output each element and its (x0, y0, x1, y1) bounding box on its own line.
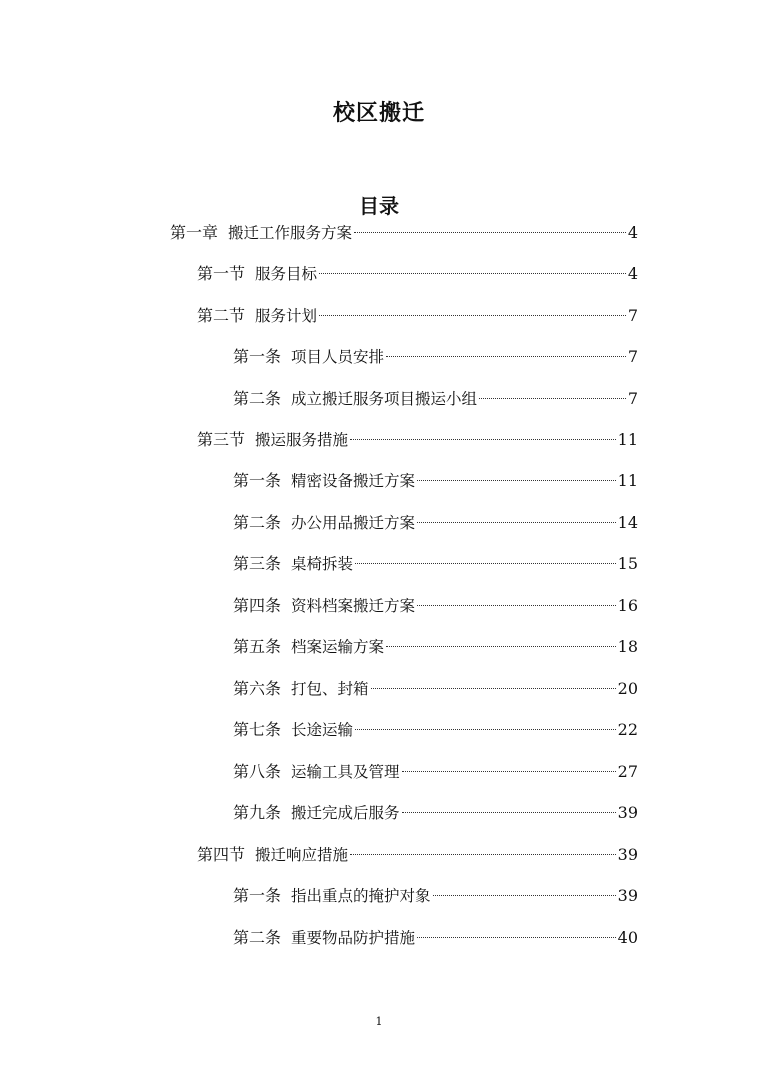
toc-entry-page: 4 (627, 264, 638, 283)
toc-leader-dots (355, 729, 616, 730)
toc-leader-dots (386, 356, 626, 357)
toc-entry-page: 39 (617, 845, 638, 864)
toc-entry-label: 第三节 (197, 430, 246, 449)
toc-entry-page: 15 (617, 554, 638, 573)
toc-entry-label: 第一条 (233, 886, 282, 905)
toc-leader-dots (402, 812, 616, 813)
toc-entry[interactable] (233, 677, 638, 701)
toc-entry[interactable] (170, 221, 638, 245)
toc-entry-page: 7 (627, 306, 638, 325)
toc-entry[interactable] (233, 926, 638, 950)
toc-leader-dots (354, 232, 626, 233)
toc-entry-title: 档案运输方案 (291, 638, 385, 656)
toc-entry-label: 第一章 (170, 223, 219, 242)
toc-leader-dots (350, 854, 616, 855)
toc-entry-label: 第二条 (233, 513, 282, 532)
toc-entry-title: 服务计划 (255, 307, 318, 325)
toc-entry-page: 22 (617, 720, 638, 739)
toc-entry-label: 第八条 (233, 762, 282, 781)
toc-entry-title: 搬运服务措施 (255, 431, 349, 449)
toc-entry-page: 27 (617, 762, 638, 781)
toc-entry[interactable] (197, 304, 638, 328)
toc-leader-dots (417, 522, 616, 523)
toc-entry[interactable] (233, 801, 638, 825)
toc-entry-title: 指出重点的掩护对象 (291, 887, 431, 905)
toc-leader-dots (319, 273, 626, 274)
toc-entry[interactable] (197, 262, 638, 286)
document-title: 校区搬迁 (332, 101, 425, 126)
toc-leader-dots (386, 646, 616, 647)
toc-entry[interactable] (233, 760, 638, 784)
toc-entry[interactable] (233, 511, 638, 535)
toc-entry-title: 精密设备搬迁方案 (291, 472, 416, 490)
toc-heading: 目录 (359, 194, 399, 218)
toc-entry-title: 办公用品搬迁方案 (291, 514, 416, 532)
toc-entry-title: 长途运输 (291, 721, 354, 739)
toc-entry-label: 第九条 (233, 803, 282, 822)
toc-entry-label: 第六条 (233, 679, 282, 698)
toc-entry-title: 搬迁工作服务方案 (228, 224, 353, 242)
toc-entry[interactable] (233, 594, 638, 618)
toc-entry-page: 16 (617, 596, 638, 615)
toc-entry[interactable] (233, 469, 638, 493)
toc-entry-page: 40 (617, 928, 638, 947)
toc-entry-page: 11 (617, 471, 638, 490)
toc-entry[interactable] (233, 884, 638, 908)
toc-leader-dots (479, 398, 626, 399)
toc-entry-label: 第一节 (197, 264, 246, 283)
toc-entry-label: 第一条 (233, 471, 282, 490)
toc-entry-label: 第二条 (233, 389, 282, 408)
toc-entry-page: 11 (617, 430, 638, 449)
toc-leader-dots (371, 688, 616, 689)
toc-entry-page: 39 (617, 886, 638, 905)
toc-entry-label: 第四条 (233, 596, 282, 615)
toc-entry[interactable] (197, 843, 638, 867)
page-number: 1 (375, 1015, 383, 1028)
toc-entry-title: 运输工具及管理 (291, 763, 400, 781)
toc-entry-title: 搬迁完成后服务 (291, 804, 400, 822)
toc-entry-title: 项目人员安排 (291, 348, 385, 366)
toc-entry-title: 成立搬迁服务项目搬运小组 (291, 390, 478, 408)
toc-leader-dots (402, 771, 616, 772)
toc-entry-page: 18 (617, 637, 638, 656)
toc-entry-page: 20 (617, 679, 638, 698)
toc-entry-title: 桌椅拆装 (291, 555, 354, 573)
toc-entry-title: 服务目标 (255, 265, 318, 283)
toc-entry[interactable] (233, 387, 638, 411)
toc-entry-title: 资料档案搬迁方案 (291, 597, 416, 615)
toc-leader-dots (433, 895, 616, 896)
toc-entry-label: 第五条 (233, 637, 282, 656)
toc-entry-page: 4 (627, 223, 638, 242)
toc-entry-page: 7 (627, 347, 638, 366)
toc-entry-label: 第四节 (197, 845, 246, 864)
toc-leader-dots (417, 605, 616, 606)
toc-entry-title: 打包、封箱 (291, 680, 369, 698)
toc-entry-label: 第七条 (233, 720, 282, 739)
toc-entry-title: 搬迁响应措施 (255, 846, 349, 864)
toc-entry-label: 第三条 (233, 554, 282, 573)
toc-entry-page: 39 (617, 803, 638, 822)
toc-entry-page: 7 (627, 389, 638, 408)
toc-leader-dots (355, 563, 616, 564)
toc-leader-dots (417, 480, 616, 481)
toc-entry[interactable] (233, 552, 638, 576)
toc-entry[interactable] (233, 345, 638, 369)
toc-leader-dots (417, 937, 616, 938)
toc-entry[interactable] (233, 718, 638, 742)
toc-entry-label: 第二节 (197, 306, 246, 325)
toc-leader-dots (350, 439, 616, 440)
toc-entry-page: 14 (617, 513, 638, 532)
toc-entry-title: 重要物品防护措施 (291, 929, 416, 947)
toc-entry[interactable] (233, 635, 638, 659)
toc-entry[interactable] (197, 428, 638, 452)
toc-entry-label: 第一条 (233, 347, 282, 366)
toc-entry-label: 第二条 (233, 928, 282, 947)
toc-leader-dots (319, 315, 626, 316)
